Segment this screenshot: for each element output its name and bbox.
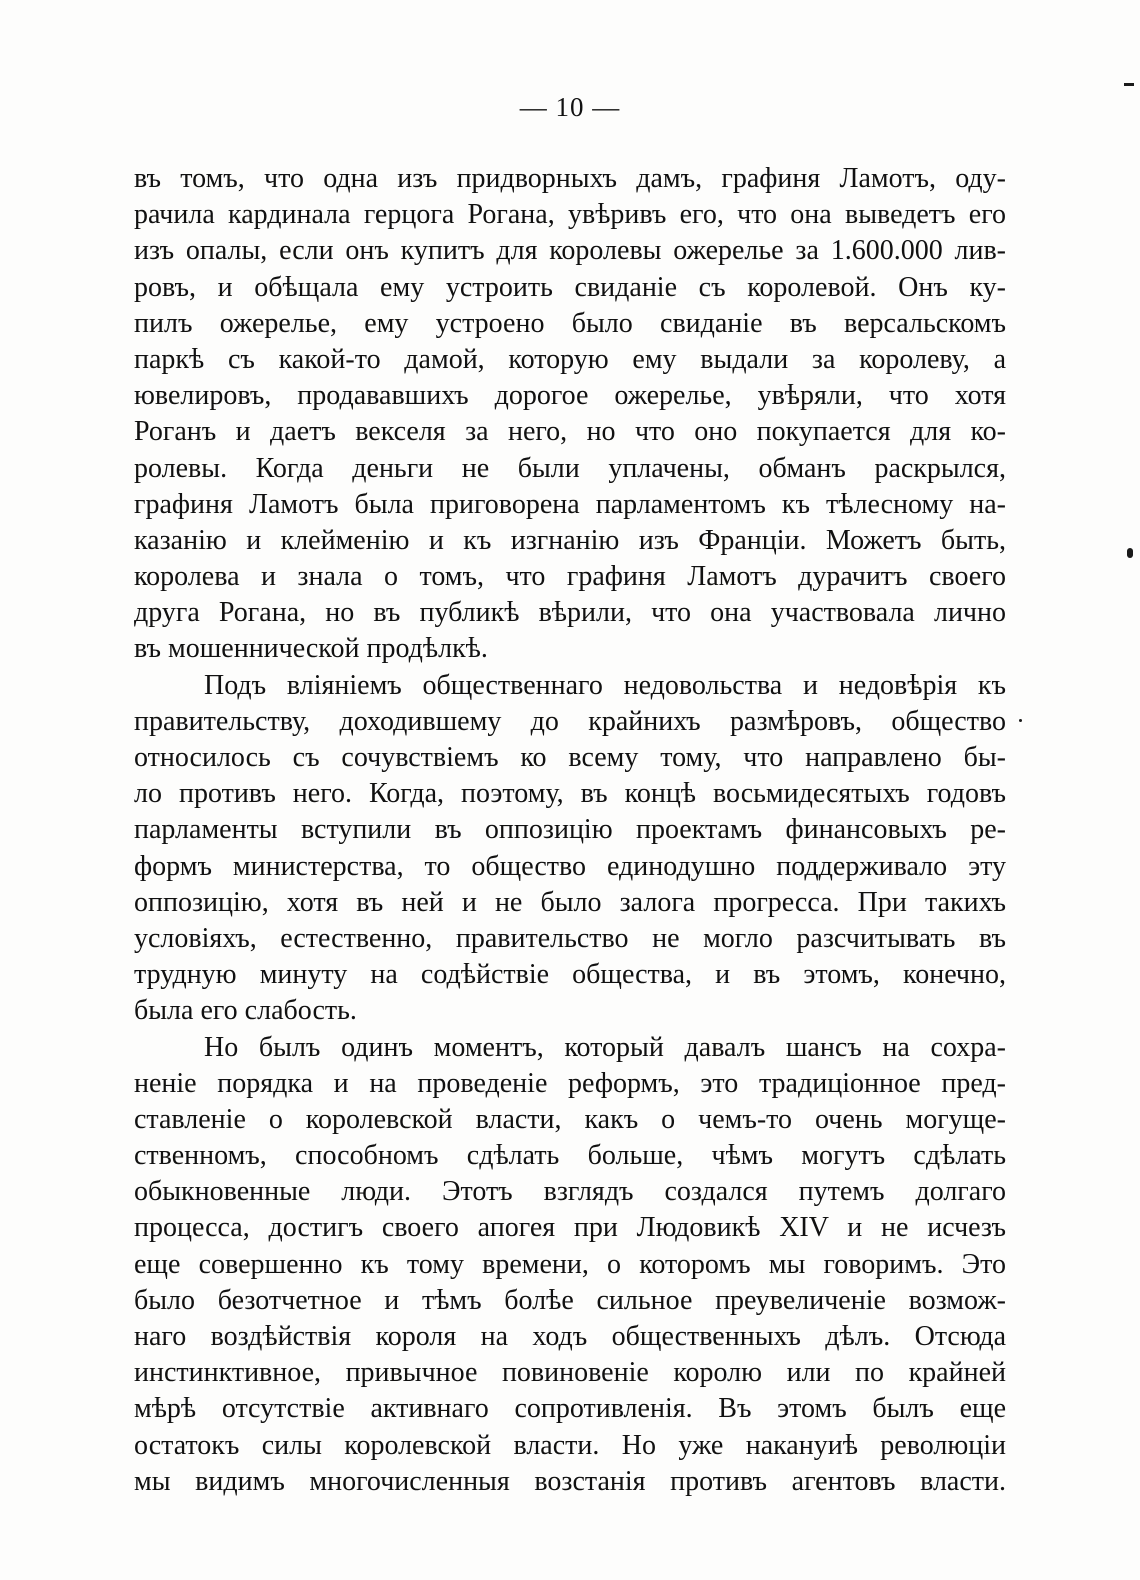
text-line: Роганъ и даетъ векселя за него, но что оно покупается для ко- bbox=[134, 416, 1006, 448]
text-line: друга Рогана, но въ публикѣ вѣрили, что она участвовала лично bbox=[134, 597, 1006, 629]
text-line: правительству, доходившему до крайнихъ размѣровъ, общество bbox=[134, 705, 1006, 737]
text-line: рачила кардинала герцога Рогана, увѣривъ его, что она выведетъ его bbox=[134, 199, 1006, 231]
text-line: паркѣ съ какой-то дамой, которую ему выдали за королеву, а bbox=[134, 343, 1006, 375]
text-line: мѣрѣ отсутствіе активнаго сопротивленія. Въ этомъ былъ еще bbox=[134, 1393, 1006, 1425]
text-line: условіяхъ, естественно, правительство не могло разсчитывать въ bbox=[134, 922, 1006, 954]
text-line: ственномъ, способномъ сдѣлать больше, чѣмъ могутъ сдѣлать bbox=[134, 1140, 1006, 1172]
text-line: Но былъ одинъ моментъ, который давалъ шансъ на сохра- bbox=[204, 1031, 1006, 1063]
text-line: ровъ, и обѣщала ему устроить свиданіе съ королевой. Онъ ку- bbox=[134, 271, 1006, 303]
text-line: трудную минуту на содѣйствіе общества, и въ этомъ, конечно, bbox=[134, 959, 1006, 991]
text-line: мы видимъ многочисленныя возстанія противъ агентовъ власти. bbox=[134, 1465, 1006, 1497]
text-line: Подъ вліяніемъ общественнаго недовольства и недовѣрія къ bbox=[204, 669, 1006, 701]
scan-mark bbox=[1124, 83, 1134, 86]
text-line: было безотчетное и тѣмъ болѣе сильное преувеличеніе возмож- bbox=[134, 1284, 1006, 1316]
text-line: наго воздѣйствія короля на ходъ общественныхъ дѣлъ. Отсюда bbox=[134, 1321, 1006, 1352]
text-line: ювелировъ, продававшихъ дорогое ожерелье, увѣряли, что хотя bbox=[134, 380, 1006, 412]
text-line: въ мошеннической продѣлкѣ. bbox=[134, 633, 488, 665]
text-line: королева и знала о томъ, что графиня Ламотъ дурачитъ своего bbox=[134, 561, 1006, 593]
text-line: формъ министерства, то общество единодушно поддерживало эту bbox=[134, 850, 1006, 882]
text-line: графиня Ламотъ была приговорена парламентомъ къ тѣлесному на- bbox=[134, 488, 1006, 520]
text-line: парламенты вступили въ оппозицію проектамъ финансовыхъ ре- bbox=[134, 814, 1006, 846]
text-line: неніе порядка и на проведеніе реформъ, это традиціонное пред- bbox=[134, 1067, 1006, 1099]
text-line: была его слабость. bbox=[134, 995, 357, 1027]
text-line: процесса, достигъ своего апогея при Людовикѣ XIV и не исчезъ bbox=[134, 1212, 1006, 1244]
text-line: оппозицію, хотя въ ней и не было залога прогресса. При такихъ bbox=[134, 886, 1006, 918]
text-line: обыкновенные люди. Этотъ взглядъ создался путемъ долгаго bbox=[134, 1176, 1006, 1208]
scan-speck bbox=[1019, 719, 1022, 722]
text-line: въ томъ, что одна изъ придворныхъ дамъ, графиня Ламотъ, оду- bbox=[134, 163, 1006, 194]
text-line: изъ опалы, если онъ купитъ для королевы ожерелье за 1.600.000 лив- bbox=[134, 235, 1006, 267]
text-line: казанію и клейменію и къ изгнанію изъ Франціи. Можетъ быть, bbox=[134, 524, 1006, 556]
text-line: инстинктивное, привычное повиновеніе королю или по крайней bbox=[134, 1357, 1006, 1389]
text-line: относилось съ сочувствіемъ ко всему тому, что направлено бы- bbox=[134, 742, 1006, 773]
scan-mark bbox=[1127, 548, 1133, 558]
body-text bbox=[134, 161, 1006, 1500]
page-number: — 10 — bbox=[519, 92, 621, 122]
text-line: ло противъ него. Когда, поэтому, въ концѣ восьмидесятыхъ годовъ bbox=[134, 778, 1006, 810]
text-line: ролевы. Когда деньги не были уплачены, обманъ раскрылся, bbox=[134, 452, 1006, 484]
text-line: остатокъ силы королевской власти. Но уже накануиѣ революціи bbox=[134, 1429, 1006, 1461]
text-line: пилъ ожерелье, ему устроено было свиданіе въ версальскомъ bbox=[134, 307, 1006, 339]
text-line: еще совершенно къ тому времени, о которомъ мы говоримъ. Это bbox=[134, 1248, 1006, 1280]
text-line: ставленіе о королевской власти, какъ о чемъ-то очень могуще- bbox=[134, 1103, 1006, 1135]
